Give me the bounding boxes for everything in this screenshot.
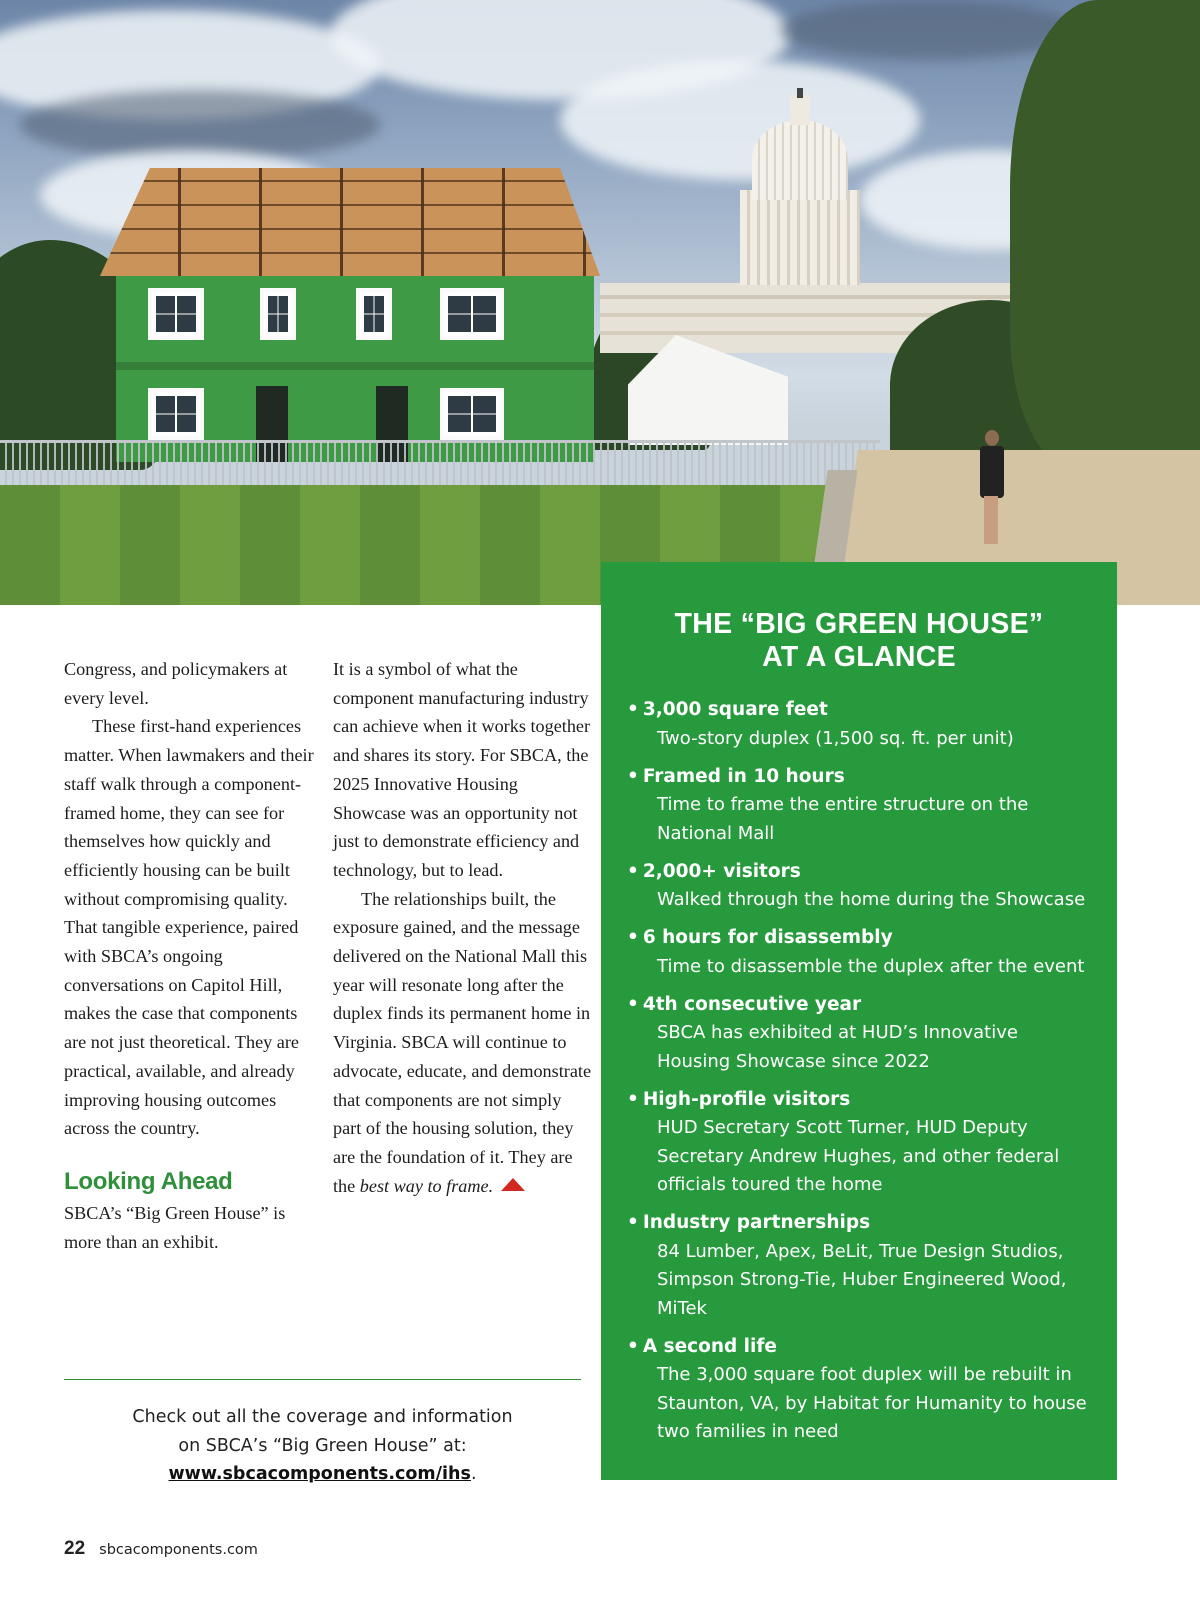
fact-heading: • High-profile visitors [641,1086,1093,1115]
footer-site: sbcacomponents.com [99,1542,258,1558]
page-number: 22 [64,1538,86,1559]
paragraph: SBCA’s “Big Green House” is more than an exhibit. [64,1202,286,1252]
fact-heading: • Industry partnerships [641,1209,1093,1238]
fact-item [641,1209,1093,1323]
paragraph-text: The relationships built, the exposure gained, and the message delivered on the National Mall this year will resonate long after the duplex finds its permanent home in Virginia. SBCA will continue to advocate, educate, and demonstrate that components are not simply part of the housing solution, they are the foundation of it. They are the [333,888,592,1196]
fact-heading: • 2,000+ visitors [641,858,1093,887]
fact-item [641,763,1093,849]
capitol-statue [797,88,803,98]
fact-detail: SBCA has exhibited at HUD’s Innovative Housing Showcase since 2022 [657,1022,1018,1072]
panel-title-line: AT A GLANCE [762,641,956,673]
fact-detail: Walked through the home during the Showcase [657,889,1086,910]
coverage-note [64,1403,581,1489]
divider-rule [64,1379,581,1380]
fact-detail: Time to frame the entire structure on the National Mall [657,794,1029,844]
panel-title [601,608,1117,674]
text-column-1 [64,655,314,1256]
panel-title-line: THE “BIG GREEN HOUSE” [674,608,1044,640]
house-roof [100,168,600,276]
closing-phrase: best way to frame. [359,1175,494,1196]
walking-person [978,430,1004,545]
fact-detail: 84 Lumber, Apex, BeLit, True Design Studios, Simpson Strong-Tie, Huber Engineered Wood, MiTek [657,1240,1067,1319]
fact-item [641,1086,1093,1200]
paragraph [333,885,593,1201]
fact-detail: Two-story duplex (1,500 sq. ft. per unit) [657,727,1014,749]
cloud [780,0,1080,60]
fact-item [641,1333,1093,1447]
page-footer [64,1538,258,1560]
note-line: Check out all the coverage and information [132,1407,513,1427]
note-link-line [64,1460,581,1489]
fact-item [641,858,1093,915]
note-line: on SBCA’s “Big Green House” at: [178,1435,467,1456]
fact-item [641,991,1093,1077]
fact-heading: • Framed in 10 hours [641,763,1093,792]
section-heading: Looking Ahead [64,1167,233,1195]
fact-heading: • 4th consecutive year [641,991,1093,1020]
capitol-drum [740,190,860,285]
fact-item [641,696,1093,753]
fact-heading: • 3,000 square feet [641,696,1093,725]
hero-photo [0,0,1200,605]
link-period: . [470,1464,477,1484]
at-a-glance-panel [601,562,1117,1480]
fact-item [641,924,1093,981]
paragraph: Congress, and policymakers at every level. [64,659,288,708]
window [148,388,204,440]
big-green-house [116,276,594,462]
paragraph: These first-hand experiences matter. When lawmakers and their staff walk through a component-framed home, they can see for themselves how quickly and efficiently housing can be built without compromising quality. That tangible experience, paired with SBCA’s ongoing conversations on Capitol Hill, makes the case that components are not just theoretical. They are practical, available, and already improving housing outcomes across the country. [64,716,314,1139]
capitol-dome [752,120,848,200]
capitol-lantern [790,95,810,125]
window [440,388,504,440]
window [260,288,296,340]
fact-list [601,696,1117,1447]
fact-detail: HUD Secretary Scott Turner, HUD Deputy Secretary Andrew Hughes, and other federal officials toured the home [657,1117,1060,1195]
cloud [560,60,920,180]
fact-heading: • 6 hours for disassembly [641,924,1093,953]
end-mark-icon [501,1178,525,1191]
fact-detail: The 3,000 square foot duplex will be rebuilt in Staunton, VA, by Habitat for Humanity to house two families in need [657,1364,1087,1442]
fact-heading: • A second life [641,1333,1093,1362]
fence [0,440,880,491]
window [440,288,504,340]
text-column-2 [333,655,593,1200]
window [356,288,392,340]
paragraph: It is a symbol of what the component manufacturing industry can achieve when it works together and shares its story. For SBCA, the 2025 Innovative Housing Showcase was an opportunity not just to demonstrate efficiency and technology, but to lead. [333,659,591,880]
window [148,288,204,340]
fact-detail: Time to disassemble the duplex after the event [657,955,1085,977]
trees-right [1010,0,1200,470]
ihs-link[interactable]: www.sbcacomponents.com/ihs [168,1464,471,1484]
